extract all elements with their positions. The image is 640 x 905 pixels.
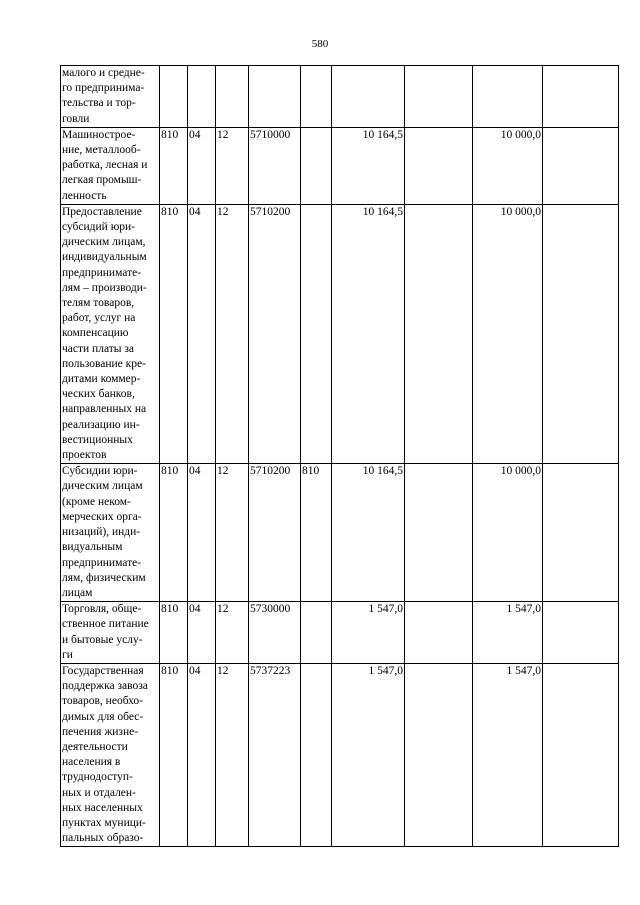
subsection-code-cell: 12 — [216, 204, 249, 463]
description-line: индивидуальным — [62, 251, 147, 264]
amount-cell: 1 547,0 — [332, 602, 405, 664]
amount-cell — [332, 66, 405, 128]
table-row — [61, 602, 619, 664]
description-line: пунктах муници- — [62, 816, 146, 829]
description-cell — [61, 602, 160, 664]
admin-code-cell: 810 — [160, 127, 188, 204]
target-article-cell: 5710000 — [249, 127, 301, 204]
description-line: телям товаров, — [62, 297, 135, 310]
expense-type-cell — [301, 204, 332, 463]
table-row — [61, 66, 619, 128]
amount-cell — [405, 66, 473, 128]
amount-cell: 10 000,0 — [473, 464, 543, 602]
amount-cell — [543, 602, 619, 664]
description-line: пользование кре- — [62, 357, 146, 370]
expense-type-cell — [301, 66, 332, 128]
amount-cell — [473, 66, 543, 128]
amount-cell — [405, 204, 473, 463]
description-line: лицам — [62, 586, 93, 599]
description-line: дическим лицам — [62, 480, 143, 493]
description-line: ных и отдален- — [62, 786, 136, 799]
subsection-code-cell: 12 — [216, 127, 249, 204]
target-article-cell: 5737223 — [249, 663, 301, 846]
description-line: мерческих орга- — [62, 510, 142, 523]
amount-cell — [405, 464, 473, 602]
description-line: легкая промыш- — [62, 174, 142, 187]
amount-cell — [543, 663, 619, 846]
amount-cell: 10 164,5 — [332, 204, 405, 463]
description-line: деятельности — [62, 740, 128, 753]
section-code-cell — [188, 66, 216, 128]
section-code-cell: 04 — [188, 464, 216, 602]
description-line: ние, металлооб- — [62, 144, 141, 157]
description-line: ги — [62, 648, 73, 661]
description-line: поддержка завоза — [62, 680, 148, 693]
subsection-code-cell: 12 — [216, 602, 249, 664]
section-code-cell: 04 — [188, 204, 216, 463]
description-line: работ, услуг на — [62, 312, 136, 325]
admin-code-cell: 810 — [160, 464, 188, 602]
description-line: Торговля, обще- — [62, 603, 142, 616]
amount-cell — [405, 127, 473, 204]
description-line: говли — [62, 112, 90, 125]
description-line: Машинострое- — [62, 128, 136, 141]
amount-cell: 1 547,0 — [332, 663, 405, 846]
table-row — [61, 464, 619, 602]
description-line: предпринимате- — [62, 556, 142, 569]
description-line: ческих банков, — [62, 388, 135, 401]
description-line: низаций), инди- — [62, 526, 141, 539]
description-cell — [61, 127, 160, 204]
description-line: субсидий юри- — [62, 221, 136, 234]
description-line: Государственная — [62, 664, 144, 677]
target-article-cell — [249, 66, 301, 128]
description-line: компенсацию — [62, 327, 129, 340]
expense-type-cell — [301, 602, 332, 664]
amount-cell: 1 547,0 — [473, 602, 543, 664]
amount-cell — [405, 663, 473, 846]
description-line: го предпринима- — [62, 82, 145, 95]
description-cell — [61, 204, 160, 463]
description-line: труднодоступ- — [62, 771, 133, 784]
description-line: лям, физическим — [62, 571, 146, 584]
amount-cell: 10 000,0 — [473, 204, 543, 463]
section-code-cell: 04 — [188, 602, 216, 664]
description-line: димых для обес- — [62, 710, 144, 723]
section-code-cell: 04 — [188, 127, 216, 204]
description-line: (кроме неком- — [62, 495, 131, 508]
expense-type-cell — [301, 663, 332, 846]
amount-cell — [405, 602, 473, 664]
section-code-cell: 04 — [188, 663, 216, 846]
description-line: работка, лесная и — [62, 159, 148, 172]
description-line: печения жизне- — [62, 725, 139, 738]
amount-cell — [543, 127, 619, 204]
description-line: вестиционных — [62, 433, 133, 446]
target-article-cell: 5710200 — [249, 464, 301, 602]
budget-table-body — [61, 66, 619, 847]
admin-code-cell — [160, 66, 188, 128]
description-line: Предоставление — [62, 205, 142, 218]
subsection-code-cell — [216, 66, 249, 128]
description-line: населения в — [62, 756, 121, 769]
description-line: лям – производи- — [62, 281, 147, 294]
subsection-code-cell: 12 — [216, 663, 249, 846]
amount-cell — [543, 204, 619, 463]
description-cell — [61, 66, 160, 128]
amount-cell: 10 000,0 — [473, 127, 543, 204]
description-line: дическим лицам, — [62, 236, 146, 249]
description-line: направленных на — [62, 403, 147, 416]
description-line: части платы за — [62, 342, 135, 355]
description-line: проектов — [62, 449, 107, 462]
amount-cell: 10 164,5 — [332, 464, 405, 602]
description-line: дитами коммер- — [62, 373, 141, 386]
expense-type-cell: 810 — [301, 464, 332, 602]
description-line: пальных образо- — [62, 832, 144, 845]
table-row — [61, 127, 619, 204]
amount-cell — [543, 464, 619, 602]
admin-code-cell: 810 — [160, 602, 188, 664]
description-line: и бытовые услу- — [62, 633, 143, 646]
amount-cell: 1 547,0 — [473, 663, 543, 846]
description-line: видуальным — [62, 541, 123, 554]
description-cell — [61, 464, 160, 602]
expense-type-cell — [301, 127, 332, 204]
admin-code-cell: 810 — [160, 204, 188, 463]
description-line: Субсидии юри- — [62, 465, 138, 478]
admin-code-cell: 810 — [160, 663, 188, 846]
page-number: 580 — [311, 38, 329, 50]
description-cell — [61, 663, 160, 846]
description-line: товаров, необхо- — [62, 695, 143, 708]
table-row — [61, 663, 619, 846]
amount-cell — [543, 66, 619, 128]
description-line: ленность — [62, 189, 107, 202]
target-article-cell: 5730000 — [249, 602, 301, 664]
description-line: реализацию ин- — [62, 418, 140, 431]
table-row — [61, 204, 619, 463]
description-line: предпринимате- — [62, 266, 142, 279]
amount-cell: 10 164,5 — [332, 127, 405, 204]
description-line: малого и средне- — [62, 67, 145, 79]
subsection-code-cell: 12 — [216, 464, 249, 602]
description-line: ных населенных — [62, 801, 143, 814]
description-line: ственное питание — [62, 618, 149, 631]
budget-table — [60, 65, 619, 847]
target-article-cell: 5710200 — [249, 204, 301, 463]
description-line: тельства и тор- — [62, 97, 136, 110]
